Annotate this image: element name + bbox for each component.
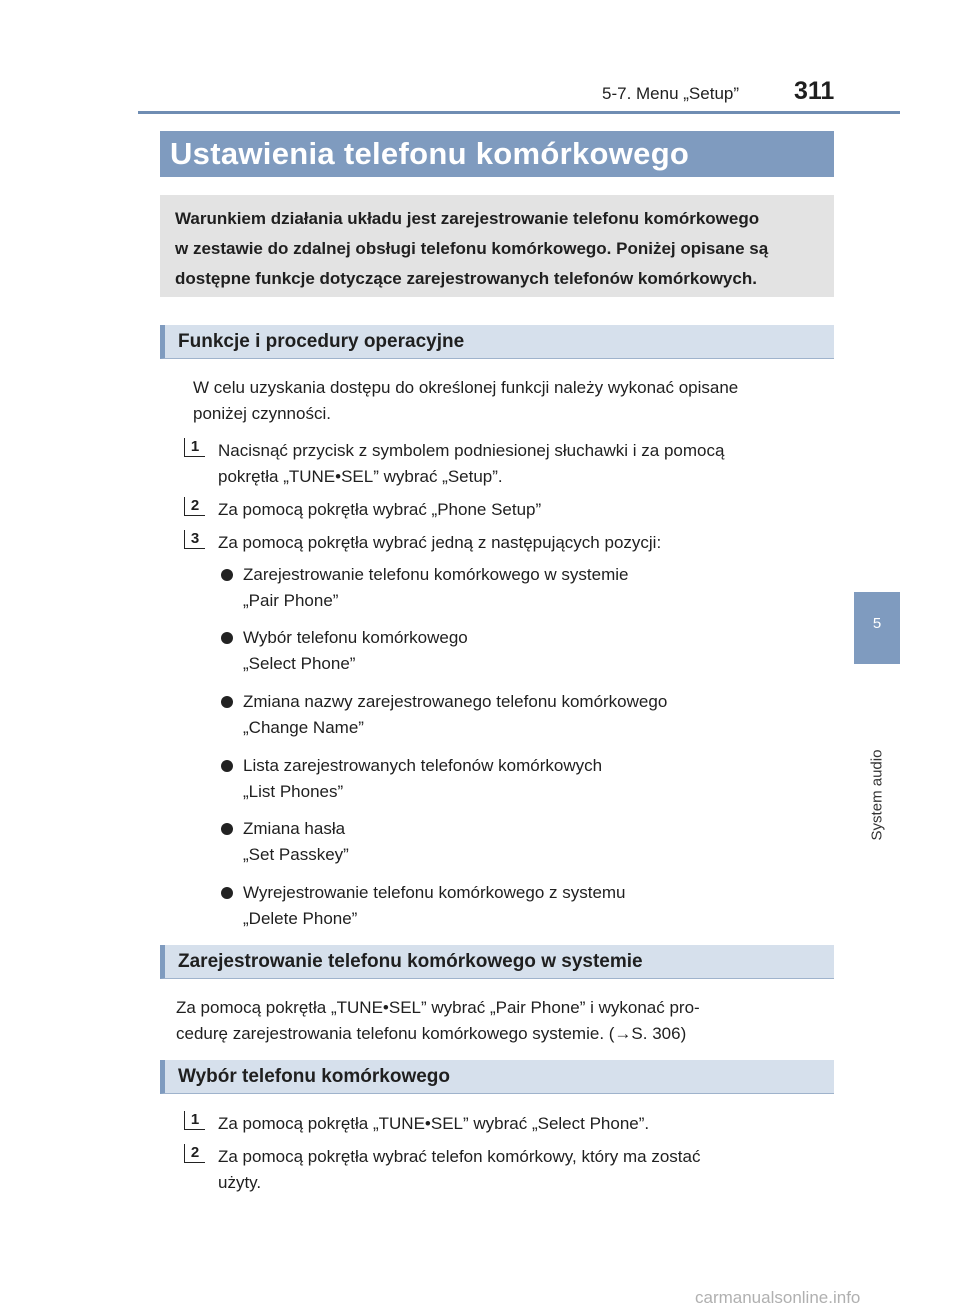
step-number-box: 3 [184,530,205,549]
text-line: Nacisnąć przycisk z symbolem podniesionej słuchawki i za pomocą [218,441,725,460]
step-text [218,438,833,490]
list-item-text: Zarejestrowanie telefonu komórkowego w systemie [243,565,629,584]
bullet-dot [221,760,233,772]
list-item-text: Lista zarejestrowanych telefonów komórkowych [243,756,603,775]
page-number: 311 [794,77,835,105]
bullet-dot [221,823,233,835]
bullet-dot [221,887,233,899]
step-number-box: 1 [184,1111,205,1130]
text-line: Za pomocą pokrętła wybrać telefon komórkowy, który ma zostać [218,1147,701,1166]
header-rule [138,111,900,114]
list-item [243,880,823,932]
list-item-menu-name: „Pair Phone” [243,591,339,610]
step-text: Za pomocą pokrętła wybrać jedną z następujących pozycji: [218,533,662,552]
text-line: pokrętła „TUNE•SEL” wybrać „Setup”. [218,467,503,486]
step-text [218,1144,833,1196]
list-item-text: Wyrejestrowanie telefonu komórkowego z systemu [243,883,626,902]
step-number-box: 2 [184,497,205,516]
page-title: Ustawienia telefonu komórkowego [160,131,834,177]
pair-phone-text [176,995,833,1047]
step-text: Za pomocą pokrętła wybrać „Phone Setup” [218,500,542,519]
header-section-title: 5-7. Menu „Setup” [602,84,740,103]
intro-line: w zestawie do zdalnej obsługi telefonu komórkowego. Poniżej opisane są [175,239,769,258]
intro-line: dostępne funkcje dotyczące zarejestrowanych telefonów komórkowych. [175,269,757,288]
watermark: carmanualsonline.info [695,1288,861,1307]
text-line: W celu uzyskania dostępu do określonej funkcji należy wykonać opisane [193,378,739,397]
step-number-box: 2 [184,1144,205,1163]
text-line: użyty. [218,1173,262,1192]
list-item-menu-name: „Select Phone” [243,654,356,673]
section-heading-functions: Funkcje i procedury operacyjne [160,325,834,359]
bullet-dot [221,696,233,708]
functions-intro-text [193,375,833,427]
chapter-label: System audio [868,749,886,841]
intro-box [160,195,834,297]
step-text: Za pomocą pokrętła „TUNE•SEL” wybrać „Select Phone”. [218,1114,650,1133]
section-heading-select-phone: Wybór telefonu komórkowego [160,1060,834,1094]
bullet-dot [221,569,233,581]
bullet-dot [221,632,233,644]
step-number-box: 1 [184,438,205,457]
list-item [243,625,823,677]
chapter-number: 5 [872,615,882,632]
intro-line: Warunkiem działania układu jest zarejestrowanie telefonu komórkowego [175,209,760,228]
list-item [243,562,823,614]
list-item-text: Zmiana hasła [243,819,346,838]
list-item [243,816,823,868]
list-item-text: Wybór telefonu komórkowego [243,628,468,647]
text-line: Za pomocą pokrętła „TUNE•SEL” wybrać „Pair Phone” i wykonać pro- [176,998,700,1017]
list-item [243,689,823,741]
section-heading-pair-phone: Zarejestrowanie telefonu komórkowego w systemie [160,945,834,979]
list-item-text: Zmiana nazwy zarejestrowanego telefonu komórkowego [243,692,668,711]
text-line: poniżej czynności. [193,404,331,423]
list-item-menu-name: „List Phones” [243,782,344,801]
list-item-menu-name: „Set Passkey” [243,845,349,864]
list-item [243,753,823,805]
list-item-menu-name: „Delete Phone” [243,909,358,928]
text-line: cedurę zarejestrowania telefonu komórkowego systemie. (→S. 306) [176,1024,687,1043]
list-item-menu-name: „Change Name” [243,718,364,737]
